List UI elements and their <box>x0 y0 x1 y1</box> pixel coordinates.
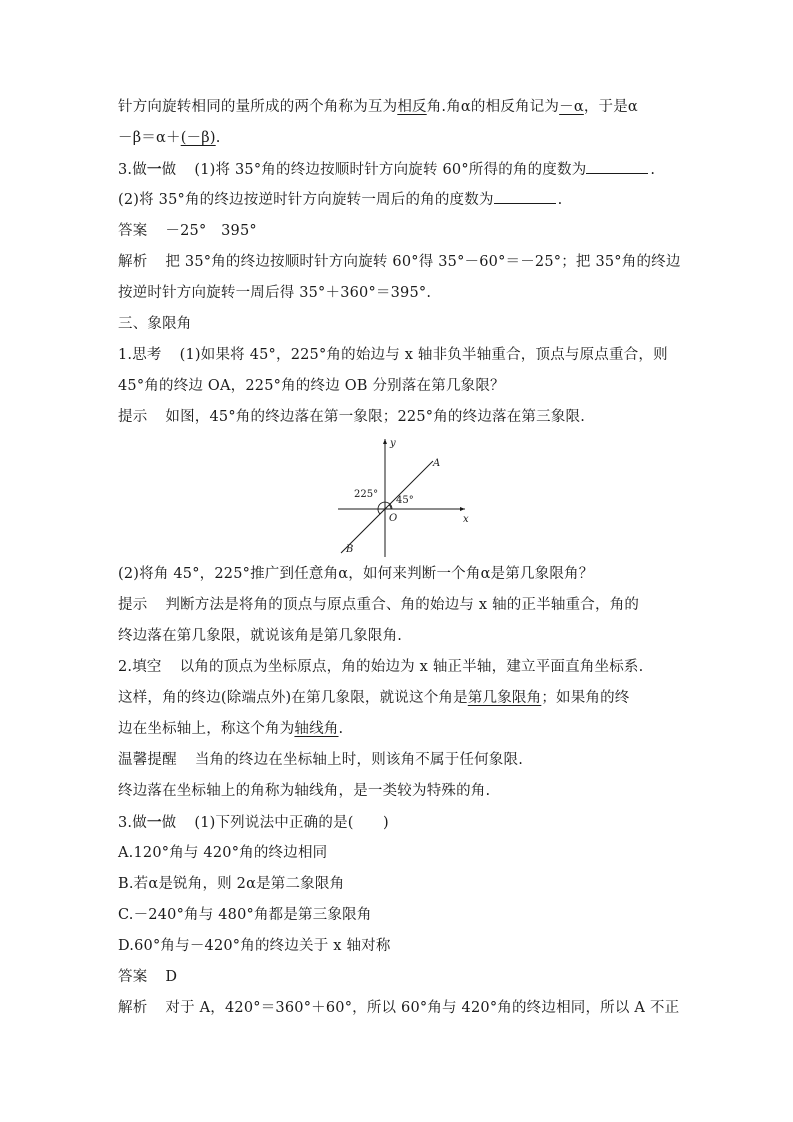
analysis-line-3 <box>118 993 680 1024</box>
angle-figure <box>118 433 680 559</box>
analysis-line-2 <box>118 278 680 309</box>
text: 一 <box>146 814 162 831</box>
analysis-line-1 <box>118 247 680 278</box>
hint-line-1 <box>118 402 680 433</box>
section-heading <box>118 309 680 340</box>
hint-label: 提示 <box>118 597 148 613</box>
fill-line-2 <box>118 683 680 714</box>
text: 当角的终边在坐标轴上时，则该角不属于任何象限. <box>194 752 524 768</box>
answer-label: 答案 <box>118 969 148 985</box>
text: (1)如果将 45°，225°角的始边与 x 轴非负半轴重合，顶点与原点重合，则 <box>179 347 668 363</box>
text: . <box>338 721 344 737</box>
fill-answer: 第几象限角 <box>467 690 542 706</box>
text: 这样，角的终边(除端点外)在第几象限，就说这个角是 <box>118 690 468 706</box>
question-text: (1)将 35°角的终边按顺时针方向旋转 60°所得的角的度数为 <box>194 162 587 178</box>
text: 以角的顶点为坐标原点，角的始边为 x 轴正半轴，建立平面直角坐标系. <box>179 659 644 675</box>
text: －β＝α＋ <box>118 130 181 146</box>
reminder-line-1 <box>118 745 680 776</box>
think-line-1 <box>118 340 680 371</box>
option-a <box>118 838 680 869</box>
option-b <box>118 869 680 900</box>
text: 做 <box>161 815 177 831</box>
terminal-side-line <box>341 461 433 553</box>
text: 一 <box>146 161 162 178</box>
x-axis-arrow-icon <box>460 507 465 511</box>
text: 45°角的终边 OA，225°角的终边 OB 分别落在第几象限？ <box>118 378 505 394</box>
text: 做 <box>161 162 177 178</box>
fill-line-3 <box>118 714 680 745</box>
reminder-label: 温馨提醒 <box>118 752 177 768</box>
option-text: A.120°角与 420°角的终边相同 <box>118 845 328 861</box>
text: 边在坐标轴上，称这个角为 <box>118 721 295 737</box>
answer-blank <box>494 189 556 204</box>
analysis-label: 解析 <box>118 1000 148 1016</box>
option-text: B.若α是锐角，则 2α是第二象限角 <box>118 876 345 892</box>
option-text: C.－240°角与 480°角都是第三象限角 <box>118 907 372 923</box>
exercise-heading <box>118 154 680 185</box>
hint-label: 提示 <box>118 409 148 425</box>
text-line-1 <box>118 92 680 123</box>
think-line-3 <box>118 559 680 590</box>
text-line-4 <box>118 185 680 216</box>
text: ，于是α <box>583 99 638 115</box>
answer-value: D <box>165 969 178 985</box>
reminder-line-2 <box>118 776 680 807</box>
answer-blank <box>586 159 648 174</box>
coordinate-diagram <box>333 433 473 559</box>
fill-line-1 <box>118 652 680 683</box>
answer-line <box>118 216 680 247</box>
text: 2.填空 <box>118 659 162 675</box>
option-text: D.60°角与－420°角的终边关于 x 轴对称 <box>118 938 391 954</box>
text: 按逆时针方向旋转一周后得 35°＋360°＝395°. <box>118 285 432 301</box>
text: 把 35°角的终边按顺时针方向旋转 60°得 35°－60°＝－25°；把 35°角的终边 <box>165 254 681 270</box>
text: . <box>557 192 563 208</box>
text: . <box>215 130 221 146</box>
answer-value: －25° 395° <box>165 223 257 239</box>
text: 针方向旋转相同的量所成的两个角称为互为 <box>118 99 398 115</box>
exercise-heading-2 <box>118 807 680 838</box>
fill-answer: 轴线角 <box>294 721 339 737</box>
think-line-2 <box>118 371 680 402</box>
answer-label: 答案 <box>118 223 148 239</box>
text: . <box>650 162 656 178</box>
section-title: 三、象限角 <box>118 316 192 332</box>
option-c <box>118 900 680 931</box>
text: 1.思考 <box>118 347 162 363</box>
point-a-label: A <box>433 458 441 469</box>
y-label: y <box>390 438 396 449</box>
angle-225-label: 225° <box>354 489 379 500</box>
text: 如图，45°角的终边落在第一象限；225°角的终边落在第三象限. <box>165 409 586 425</box>
text: 判断方法是将角的顶点与原点重合、角的始边与 x 轴的正半轴重合，角的 <box>165 597 640 613</box>
y-axis-arrow-icon <box>383 439 387 444</box>
text: ；如果角的终 <box>541 690 630 706</box>
text: 3.做 <box>118 162 147 178</box>
angle-45-label: 45° <box>396 495 414 506</box>
fill-answer: 相反 <box>397 99 427 115</box>
fill-answer: －α <box>559 99 584 115</box>
text: 终边落在坐标轴上的角称为轴线角，是一类较为特殊的角. <box>118 783 491 799</box>
text: 角.角α的相反角记为 <box>426 99 560 115</box>
option-d <box>118 931 680 962</box>
question-text: (1)下列说法中正确的是( ) <box>194 815 389 831</box>
text: 终边落在第几象限，就说该角是第几象限角. <box>118 628 403 644</box>
answer-line-2 <box>118 962 680 993</box>
x-label: x <box>463 514 469 525</box>
text: 对于 A，420°＝360°＋60°，所以 60°角与 420°角的终边相同，所以 A 不正 <box>165 1000 680 1016</box>
question-text: (2)将 35°角的终边按逆时针方向旋转一周后的角的度数为 <box>118 192 494 208</box>
analysis-label: 解析 <box>118 254 148 270</box>
document-page <box>118 92 680 1024</box>
hint-line-3 <box>118 621 680 652</box>
fill-answer: (－β) <box>180 130 216 146</box>
text-line-2 <box>118 123 680 154</box>
origin-label: O <box>389 513 398 524</box>
hint-line-2 <box>118 590 680 621</box>
text: 3.做 <box>118 815 147 831</box>
text: (2)将角 45°，225°推广到任意角α，如何来判断一个角α是第几象限角？ <box>118 566 594 582</box>
point-b-label: B <box>346 544 354 555</box>
